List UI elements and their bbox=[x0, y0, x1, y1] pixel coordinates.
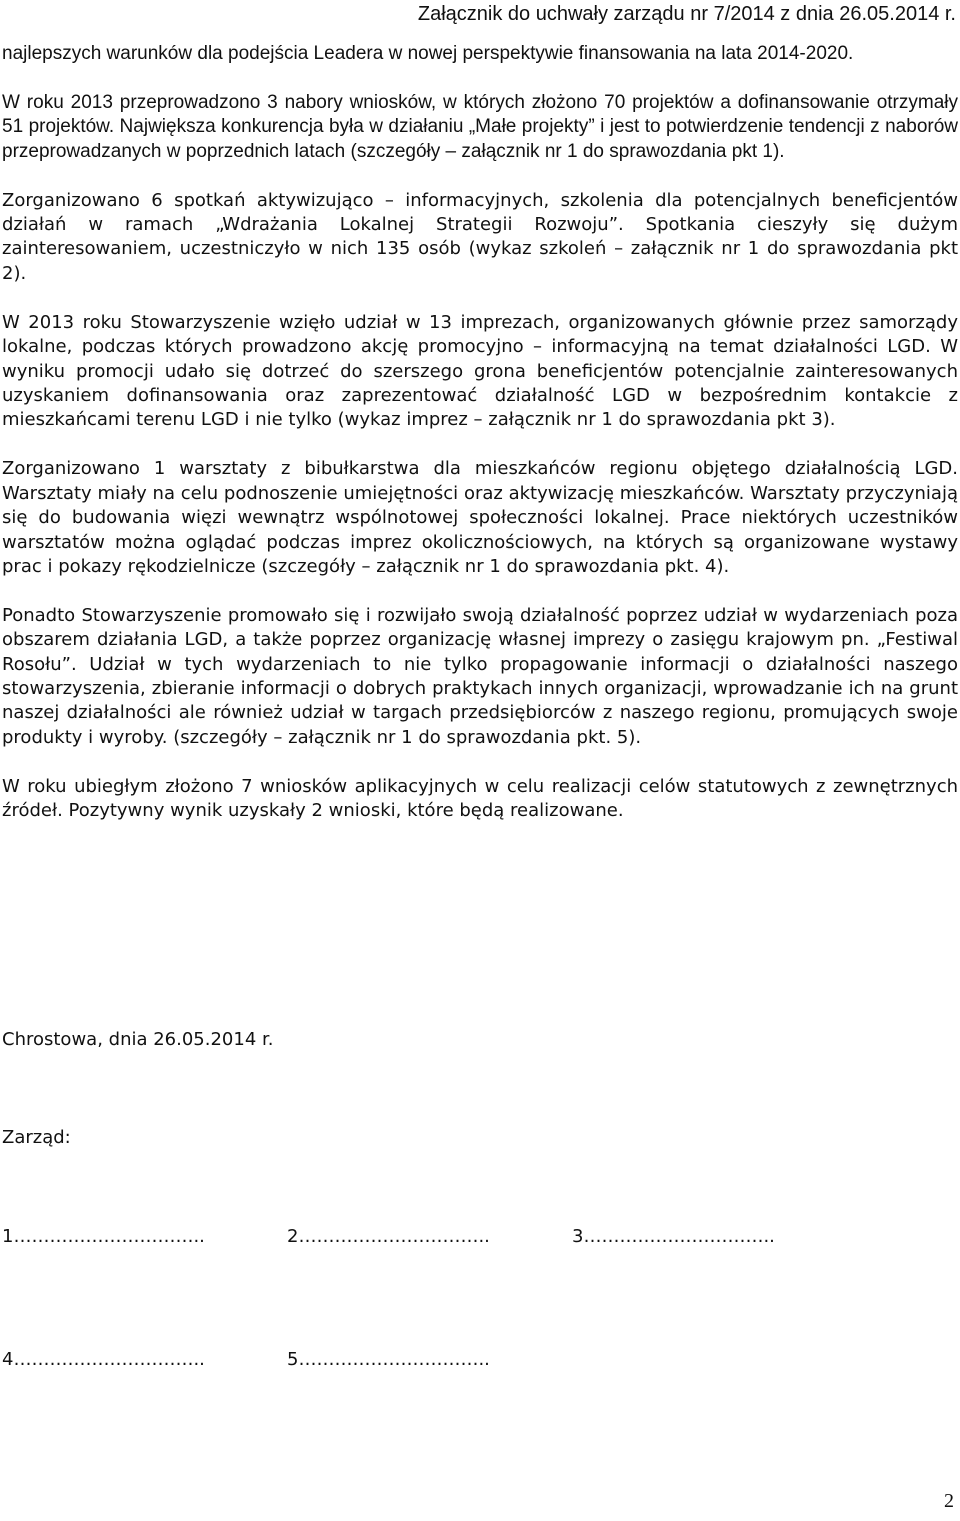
paragraph-calls bbox=[2, 91, 958, 164]
paragraph-intro bbox=[2, 42, 958, 66]
paragraph-applications: W roku ubiegłym złożono 7 wniosków aplikacyjnych w celu realizacji celów statutowych z zewnętrznych źródeł. Pozytywny wynik uzyskały 2 wnioski, które będą realizowane. bbox=[2, 775, 958, 822]
paragraph-workshops: Zorganizowano 1 warsztaty z bibułkarstwa dla mieszkańców regionu objętego działalnością LGD. Warsztaty miały na celu podnoszenie umiejętności oraz aktywizację mieszkańców. Warsztaty przyczyniają się do budowania więzi wewnątrz wspólnotowej społeczności lokalnej. Prace niektórych uczestników warsztatów można oglądać podczas imprez okolicznościowych, na których są organizowane wystawy prac i pokazy rękodzielnicze (szczegóły – załącznik nr 1 do sprawozdania pkt. 4). bbox=[2, 458, 958, 577]
paragraph-meetings: Zorganizowano 6 spotkań aktywizująco – informacyjnych, szkolenia dla potencjalnych beneficjentów działań w ramach „Wdrażania Lokalnej Strategii Rozwoju”. Spotkania cieszyły się dużym zainteresowaniem, uczestniczyło w nich 135 osób (wykaz szkoleń – załącznik nr 1 do sprawozdania pkt 2). bbox=[2, 189, 958, 284]
signature-line-4: 4………………………….. bbox=[2, 1349, 205, 1370]
signature-line-2: 2………………………….. bbox=[287, 1226, 490, 1247]
page-number: 2 bbox=[944, 1490, 954, 1512]
board-label: Zarząd: bbox=[2, 1127, 71, 1148]
document-body bbox=[2, 42, 958, 848]
document-header: Załącznik do uchwały zarządu nr 7/2014 z dnia 26.05.2014 r. bbox=[417, 3, 956, 25]
signature-line-5: 5………………………….. bbox=[287, 1349, 490, 1370]
signature-line-1: 1………………………….. bbox=[2, 1226, 205, 1247]
signature-line-3: 3………………………….. bbox=[572, 1226, 775, 1247]
paragraph-calls-text-a: W roku 2013 przeprowadzono 3 nabory wniosków, w których złożono 70 projektów a dofinansowanie otrzymały 51 projektów. bbox=[2, 91, 958, 138]
paragraph-calls-text-b: Największa konkurencja była w działaniu „Małe projekty” i jest to potwierdzenie tendencji z naborów przeprowadzanych w poprzednich latach (szczegóły – załącznik nr 1 do sprawozdania pkt 1). bbox=[2, 116, 958, 162]
paragraph-intro-text: najlepszych warunków dla podejścia Leadera w nowej perspektywie finansowania na lata 2014-2020. bbox=[2, 43, 854, 64]
place-and-date: Chrostowa, dnia 26.05.2014 r. bbox=[2, 1029, 274, 1050]
paragraph-promotion: Ponadto Stowarzyszenie promowało się i rozwijało swoją działalność poprzez udział w wydarzeniach poza obszarem działania LGD, a także poprzez organizację własnej imprezy o zasięgu krajowym pn. „Festiwal Rosołu”. Udział w tych wydarzeniach to nie tylko propagowanie informacji o działalności naszego stowarzyszenia, zbieranie informacji o dobrych praktykach innych organizacji, wprowadzanie ich na grunt naszej działalności ale również udział w targach przedsiębiorców z naszego regionu, promujących swoje produkty i wyroby. (szczegóły – załącznik nr 1 do sprawozdania pkt. 5). bbox=[2, 604, 958, 748]
paragraph-events: W 2013 roku Stowarzyszenie wzięło udział w 13 imprezach, organizowanych głównie przez samorządy lokalne, podczas których prowadzono akcję promocyjno – informacyjną na temat działalności LGD. W wyniku promocji udało się dotrzeć do szerszego grona beneficjentów potencjalnie zainteresowanych uzyskaniem dofinansowania oraz zaprezentować działalność LGD w bezpośrednim kontakcie z mieszkańcami terenu LGD i nie tylko (wykaz imprez – załącznik nr 1 do sprawozdania pkt 3). bbox=[2, 311, 958, 431]
